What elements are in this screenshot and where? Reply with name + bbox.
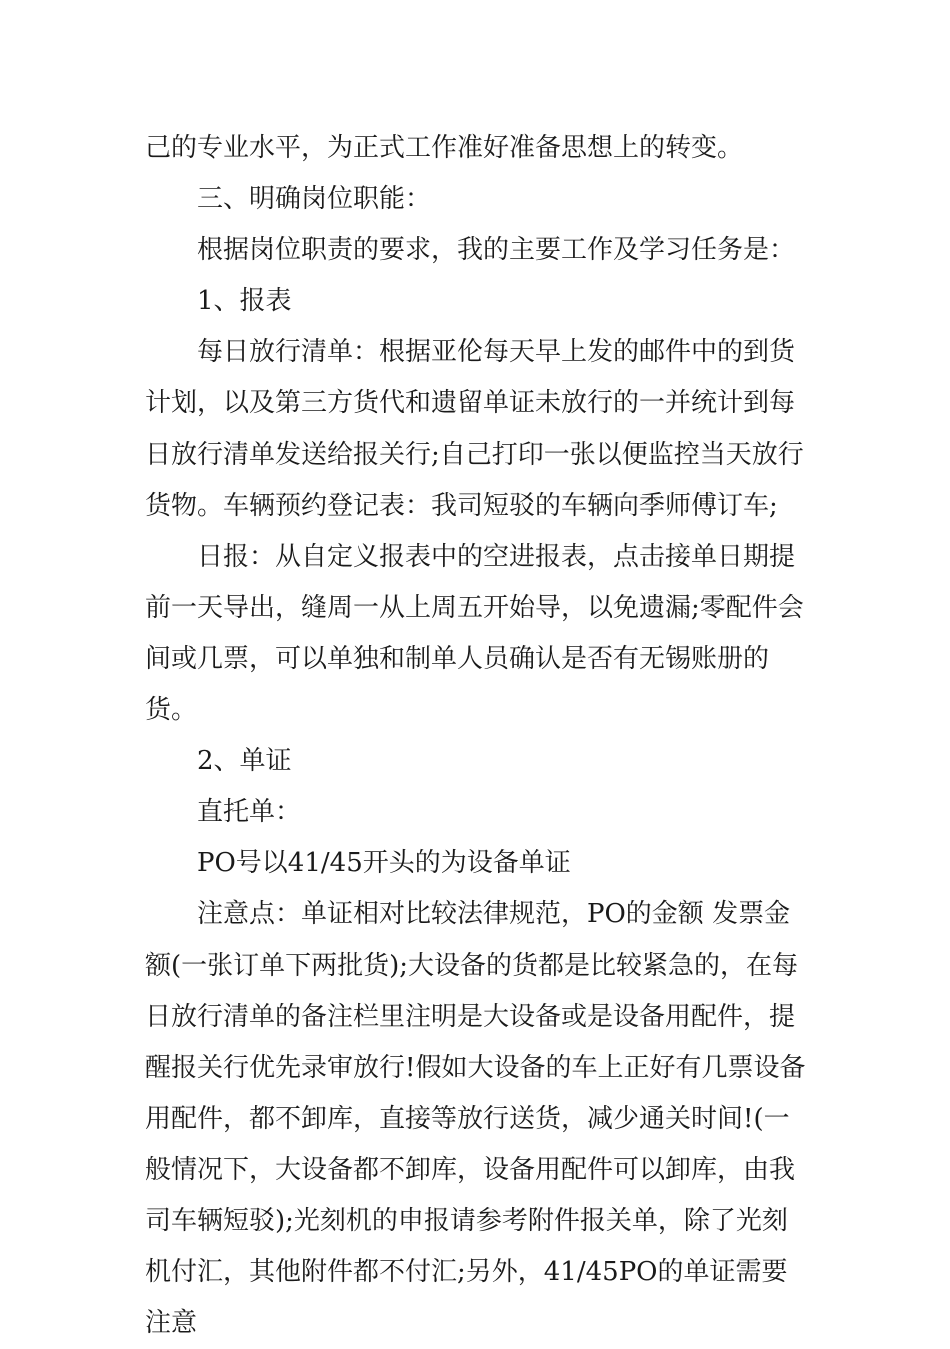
document-body xyxy=(145,123,810,1349)
paragraph-notes: 注意点：单证相对比较法律规范，PO的金额 发票金额(一张订单下两批货);大设备的货都是比较紧急的，在每日放行清单的备注栏里注明是大设备或是设备用配件，提醒报关行优先录审放行!假如大设备的车上正好有几票设备用配件，都不卸库，直接等放行送货，减少通关时间!(一般情况下，大设备都不卸库，设备用配件可以卸库，由我司车辆短驳);光刻机的申报请参考附件报关单，除了光刻机付汇，其他附件都不付汇;另外，41/45PO的单证需要注意 xyxy=(145,899,806,1339)
subheading-documents: 2、单证 xyxy=(197,746,292,777)
paragraph-intro: 根据岗位职责的要求，我的主要工作及学习任务是： xyxy=(197,235,796,266)
subheading-reports: 1、报表 xyxy=(197,286,292,317)
paragraph-daily-release: 每日放行清单：根据亚伦每天早上发的邮件中的到货计划，以及第三方货代和遗留单证未放行的一并统计到每日放行清单发送给报关行;自己打印一张以便监控当天放行货物。车辆预约登记表：我司短驳的车辆向季师傅订车; xyxy=(145,337,804,521)
paragraph-daily-report: 日报：从自定义报表中的空进报表，点击接单日期提前一天导出，缝周一从上周五开始导，以免遗漏;零配件会间或几票，可以单独和制单人员确认是否有无锡账册的货。 xyxy=(145,541,804,726)
label-direct-order: 直托单： xyxy=(197,797,302,828)
section-heading-3: 三、明确岗位职能： xyxy=(197,184,432,215)
paragraph-po-rule: PO号以41/45开头的为设备单证 xyxy=(197,848,571,879)
paragraph-continuation: 己的专业水平，为正式工作准好准备思想上的转变。 xyxy=(145,133,744,163)
